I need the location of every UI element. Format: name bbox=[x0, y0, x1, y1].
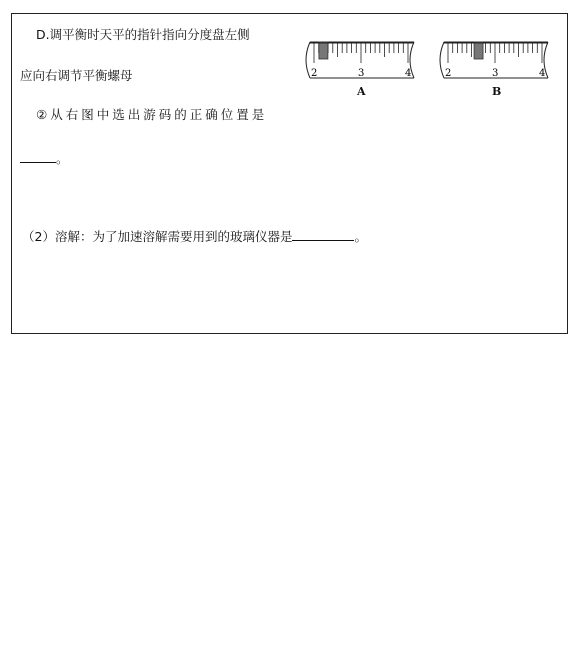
balance-beam-figure-b bbox=[434, 38, 558, 98]
q2-answer-blank[interactable] bbox=[292, 228, 354, 241]
ruler-b-svg bbox=[434, 38, 558, 84]
tick-label-2: 2 bbox=[445, 68, 452, 79]
tick-label-2: 2 bbox=[311, 68, 318, 79]
figure-a-label: A bbox=[357, 85, 366, 98]
option-d-line1: D.调平衡时天平的指针指向分度盘左侧 bbox=[36, 27, 250, 42]
rider-b bbox=[474, 42, 483, 59]
figure-b-label: B bbox=[492, 85, 502, 98]
option-d-line2: 应向右调节平衡螺母 bbox=[20, 68, 133, 83]
part2-prompt: ②从右图中选出游码的正确位置是 bbox=[36, 107, 268, 122]
q2-end: 。 bbox=[354, 229, 367, 244]
rider-a bbox=[319, 42, 328, 59]
q2-text: （2）溶解：为了加速溶解需要用到的玻璃仪器是 bbox=[22, 229, 293, 244]
part2-end: 。 bbox=[56, 151, 69, 166]
tick-label-4: 4 bbox=[405, 68, 412, 79]
part2-answer-line bbox=[20, 150, 69, 167]
ruler-b-ticks bbox=[448, 43, 542, 63]
tick-label-3: 3 bbox=[492, 68, 499, 79]
tick-label-3: 3 bbox=[358, 68, 365, 79]
answer-blank[interactable] bbox=[20, 150, 56, 163]
tick-label-4: 4 bbox=[539, 68, 546, 79]
q2-line bbox=[22, 228, 367, 245]
balance-beam-figure-a bbox=[300, 38, 424, 98]
ruler-a-svg bbox=[300, 38, 424, 84]
